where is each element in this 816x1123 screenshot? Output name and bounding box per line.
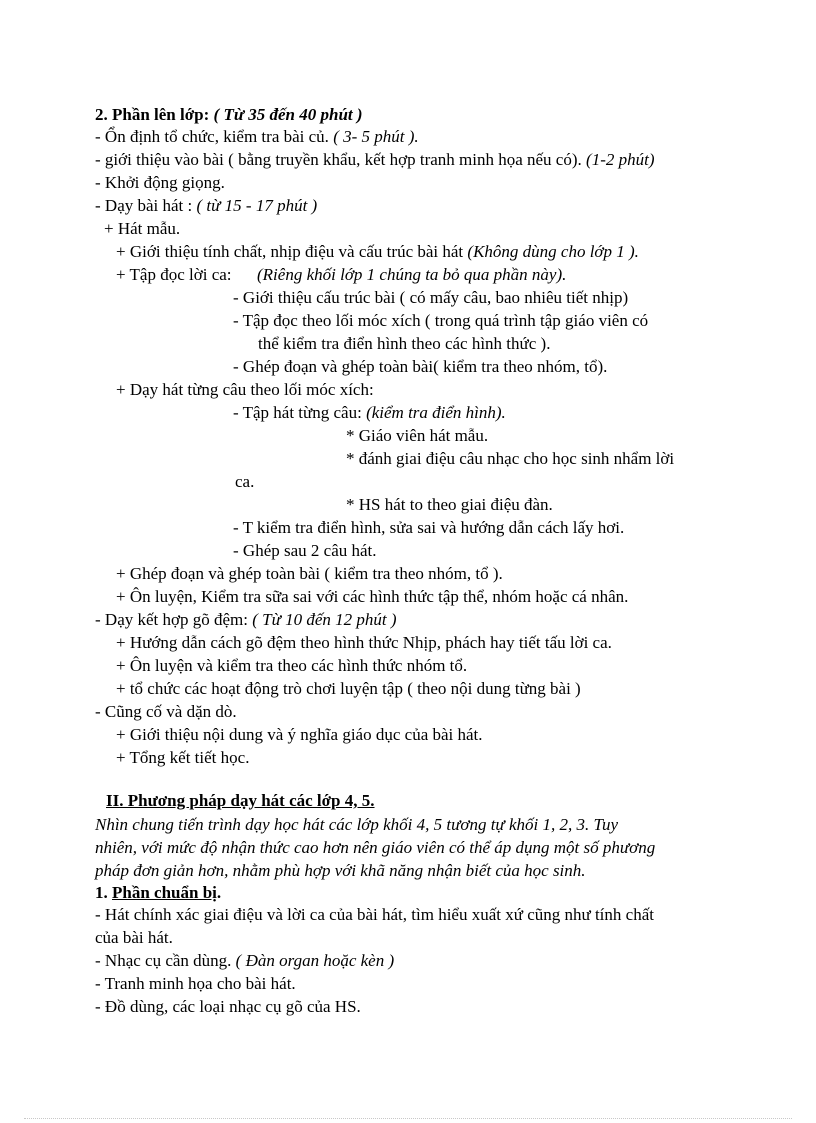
line-time: ( Từ 10 đến 12 phút ) [252,610,397,629]
line-cau-truc-bai: - Giới thiệu cấu trúc bài ( có mấy câu, bao nhiêu tiết nhịp) [233,288,629,307]
line-tap-doc-moc-xich: - Tập đọc theo lối móc xích ( trong quá trình tập giáo viên có [233,311,649,330]
line-y-nghia-giao-duc: + Giới thiệu nội dung và ý nghĩa giáo dục của bài hát. [116,725,483,744]
line-on-dinh [95,126,419,148]
prep-line-nhac-cu [95,950,394,972]
line-ghep-doan: - Ghép đoạn và ghép toàn bài( kiểm tra theo nhóm, tổ). [233,357,608,376]
line-time: (1-2 phút) [586,150,655,169]
line-go-dem [95,609,397,631]
line-time: ( từ 15 - 17 phút ) [196,196,318,215]
line-note: (Riêng khối lớp 1 chúng ta bỏ qua phần này). [257,265,567,284]
line-day-hat-tung-cau: + Dạy hát từng câu theo lối móc xích: [116,380,374,399]
line-tap-hat-tung-cau [233,402,506,424]
line-kiem-tra-dien-hinh: - T kiểm tra điển hình, sửa sai và hướng dẫn cách lấy hơi. [233,518,625,537]
line-on-luyen: + Ôn luyện, Kiểm tra sữa sai với các hình thức tập thể, nhóm hoặc cá nhân. [116,587,629,606]
footer-dotted-border [24,1118,792,1119]
line-text: - Dạy kết hợp gõ đệm: [95,610,253,629]
prep-line-1-cont: của bài hát. [95,928,173,947]
intro-line-1: Nhìn chung tiến trình dạy học hát các lớp khối 4, 5 tương tự khối 1, 2, 3. Tuy [95,815,619,834]
line-tap-doc-moc-xich-cont: thể kiểm tra điển hình theo các hình thức ). [258,334,551,353]
heading-time: ( Từ 35 đến 40 phút ) [213,105,363,124]
line-note: (kiểm tra điển hình). [366,403,506,422]
line-gioi-thieu-bai [95,149,655,171]
line-text: - Ổn định tổ chức, kiểm tra bài củ. [95,127,334,146]
line-tap-doc-loi-ca [116,264,566,286]
line-khoi-dong: - Khởi động giọng. [95,173,225,192]
line-time: ( 3- 5 phút ). [333,127,419,146]
subsection-title: Phần chuẩn bị [112,883,217,902]
line-tong-ket: + Tổng kết tiết học. [116,748,250,767]
intro-line-2: nhiên, với mức độ nhận thức cao hơn nên giáo viên có thể áp dụng một số phương [95,838,656,857]
line-huong-dan-go-dem: + Hướng dẫn cách gõ đệm theo hình thức Nhịp, phách hay tiết tấu lời ca. [116,633,612,652]
line-hat-mau: + Hát mẫu. [104,219,181,238]
line-cung-co: - Cũng cố và dặn dò. [95,702,237,721]
line-gioi-thieu-tinh-chat [116,241,639,263]
line-ghep-sau-2-cau: - Ghép sau 2 câu hát. [233,541,377,560]
line-on-luyen-kiem-tra: + Ôn luyện và kiểm tra theo các hình thức nhóm tổ. [116,656,468,675]
line-text: - giới thiệu vào bài ( bằng truyền khẩu, kết hợp tranh minh họa nếu có). [95,150,587,169]
prep-line-do-dung: - Đồ dùng, các loại nhạc cụ gõ của HS. [95,997,361,1016]
line-danh-giai-dieu: * đánh giai điệu câu nhạc cho học sinh nhẩm lời [346,449,675,468]
prep-line-1: - Hát chính xác giai điệu và lời ca của bài hát, tìm hiểu xuất xứ cũng như tính chất [95,905,654,924]
line-gv-hat-mau: * Giáo viên hát mẫu. [346,426,489,445]
section-2-heading [95,104,363,126]
line-note: ( Đàn organ hoặc kèn ) [235,951,395,970]
line-hs-hat-to: * HS hát to theo giai điệu đàn. [346,495,553,514]
line-text: - Nhạc cụ cần dùng. [95,951,236,970]
line-text: - Tập hát từng câu: [233,403,367,422]
line-day-bai-hat [95,195,317,217]
subsection-number: 1. [95,883,112,902]
prep-line-tranh: - Tranh minh họa cho bài hát. [95,974,296,993]
line-tro-choi: + tổ chức các hoạt động trò chơi luyện tập ( theo nội dung từng bài ) [116,679,581,698]
intro-line-3: pháp đơn giản hơn, nhằm phù hợp với khã năng nhận biết của học sinh. [95,861,586,880]
line-text: + Giới thiệu tính chất, nhịp điệu và cấu trúc bài hát [116,242,468,261]
line-ghep-toan-bai: + Ghép đoạn và ghép toàn bài ( kiểm tra theo nhóm, tổ ). [116,564,503,583]
line-text: + Tập đọc lời ca: [116,265,236,284]
line-text: - Dạy bài hát : [95,196,197,215]
heading-text: 2. Phần lên lớp: [95,105,214,124]
subsection-end: . [216,883,222,902]
line-danh-giai-dieu-cont: ca. [235,472,255,491]
line-note: (Không dùng cho lớp 1 ). [467,242,639,261]
subsection-1-heading [95,882,221,904]
section-II-heading: II. Phương pháp dạy hát các lớp 4, 5. [106,791,375,810]
